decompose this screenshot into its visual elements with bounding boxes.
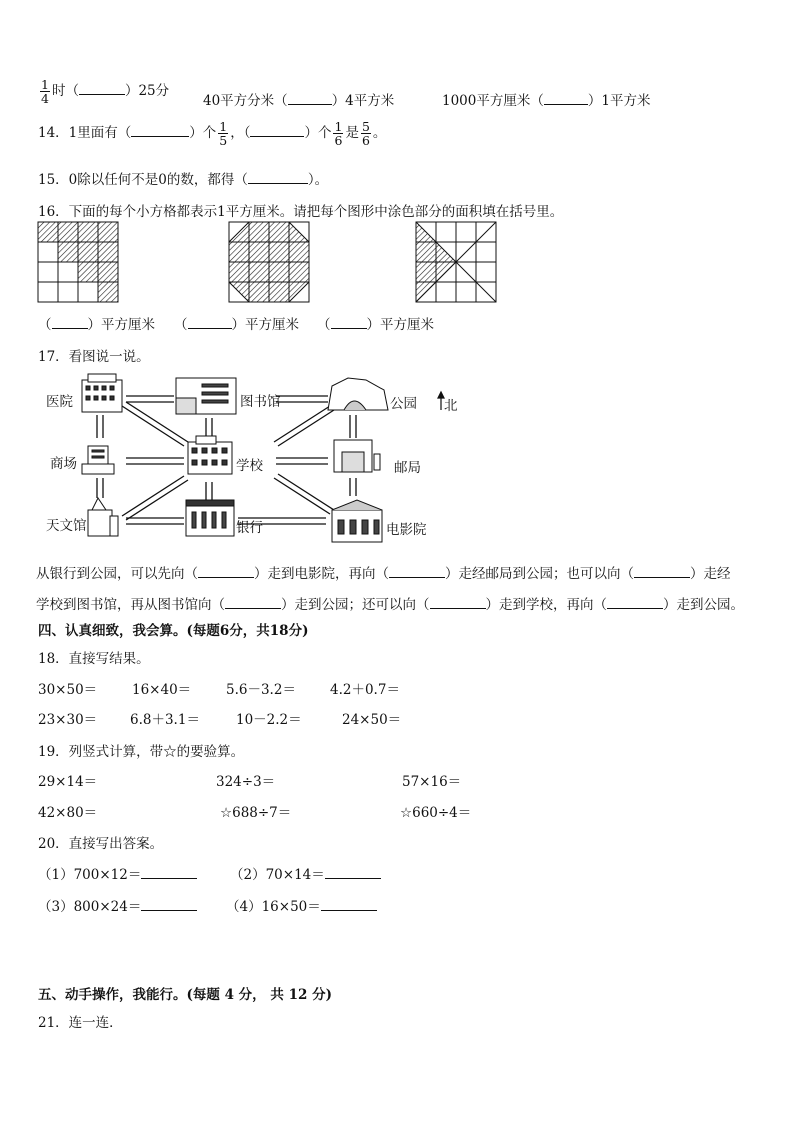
label-observatory: 天文馆 [46, 518, 87, 534]
q16-label-text: （ [174, 317, 188, 333]
q17-text: ）走到学校，再向（ [485, 597, 607, 613]
q13-fraction [40, 78, 50, 105]
q16-label-text: （ [38, 317, 52, 333]
bank-building-icon [186, 500, 234, 536]
frac-denominator: 6 [361, 133, 370, 148]
q16-title: 16．下面的每个小方格都表示1平方厘米。请把每个图形中涂色部分的面积填在括号里。 [38, 204, 564, 220]
q13-item1-text: 时（ [51, 83, 79, 99]
answer-blank[interactable] [52, 316, 88, 329]
figure-3 [416, 222, 496, 302]
answer-blank[interactable] [141, 898, 197, 911]
q17-text: 从银行到公园，可以先向（ [36, 566, 198, 582]
q20-item-text: （1）700×12＝ [38, 867, 142, 883]
label-post-office: 邮局 [394, 460, 421, 476]
q19-problem: ☆660÷4＝ [400, 805, 472, 821]
q20-item [38, 863, 197, 883]
q14-prefix: 14．1里面有（ [38, 125, 132, 141]
label-park: 公园 [390, 396, 417, 412]
q18-problem: 4.2＋0.7＝ [330, 682, 400, 698]
answer-blank[interactable] [131, 124, 189, 137]
frac-numerator: 5 [361, 119, 370, 134]
q13-item1-unit: ）25分 [124, 83, 170, 99]
q16-label-text: ）平方厘米 [366, 317, 434, 333]
q17-text: ）走经 [690, 566, 731, 582]
q18-problem: 24×50＝ [342, 712, 402, 728]
answer-blank[interactable] [544, 92, 588, 105]
q18-problem: 30×50＝ [38, 682, 98, 698]
label-hospital: 医院 [46, 394, 73, 410]
answer-blank[interactable] [188, 316, 232, 329]
answer-blank[interactable] [248, 171, 308, 184]
q17-text: ）走到电影院，再向（ [254, 566, 389, 582]
library-building-icon [176, 378, 236, 414]
q20-item-text: （4）16×50＝ [226, 899, 321, 915]
q20-item [38, 895, 197, 915]
frac-denominator: 6 [334, 133, 343, 148]
frac-numerator: 1 [41, 77, 49, 92]
answer-blank[interactable] [225, 596, 281, 609]
answer-blank[interactable] [79, 82, 125, 95]
figure-2 [229, 222, 309, 302]
q16-figures [36, 220, 506, 304]
q13-item2-unit: ）4平方米 [331, 93, 395, 109]
q20-item [226, 895, 377, 915]
answer-blank[interactable] [250, 124, 304, 137]
q17-title: 17．看图说一说。 [38, 349, 150, 365]
q13-line [38, 78, 169, 112]
mall-building-icon [82, 446, 114, 474]
q18-problem: 5.6－3.2＝ [226, 682, 296, 698]
q18-problem: 23×30＝ [38, 712, 98, 728]
q13-item2-text: 40平方分米（ [203, 93, 288, 109]
q15-line [38, 168, 328, 188]
q17-paragraph-2 [36, 593, 744, 613]
figure-1 [38, 222, 118, 302]
q14-text: ，（ [230, 125, 251, 141]
q17-text: ）走经邮局到公园；也可以向（ [445, 566, 634, 582]
q20-item-text: （3）800×24＝ [38, 899, 142, 915]
q14-line [38, 120, 386, 147]
answer-blank[interactable] [198, 565, 254, 578]
park-gate-icon [328, 378, 388, 410]
q16-label-1 [38, 313, 155, 333]
q14-fraction-3 [361, 120, 371, 147]
label-school: 学校 [236, 458, 263, 474]
answer-blank[interactable] [331, 316, 367, 329]
q18-problem: 6.8＋3.1＝ [130, 712, 200, 728]
q20-item [230, 863, 381, 883]
q13-item2 [203, 89, 394, 109]
q17-text: ）走到公园。 [663, 597, 744, 613]
section-5-heading: 五、动手操作，我能行。(每题 4 分， 共 12 分) [38, 987, 332, 1003]
q19-problem: ☆688÷7＝ [220, 805, 292, 821]
q16-label-text: ）平方厘米 [231, 317, 299, 333]
answer-blank[interactable] [634, 565, 690, 578]
answer-blank[interactable] [430, 596, 486, 609]
q19-title: 19．列竖式计算，带☆的要验算。 [38, 744, 245, 760]
observatory-icon [88, 498, 118, 536]
q19-problem: 324÷3＝ [216, 774, 276, 790]
q19-problem: 57×16＝ [402, 774, 462, 790]
q13-item3 [442, 89, 650, 109]
q14-text: ）个 [304, 125, 332, 141]
q17-text: 学校到图书馆，再从图书馆向（ [36, 597, 225, 613]
answer-blank[interactable] [389, 565, 445, 578]
answer-blank[interactable] [288, 92, 332, 105]
answer-blank[interactable] [141, 866, 197, 879]
q18-problem: 10－2.2＝ [236, 712, 302, 728]
q14-text: ）个 [189, 125, 217, 141]
q19-problem: 42×80＝ [38, 805, 98, 821]
q20-title: 20．直接写出答案。 [38, 836, 164, 852]
q14-text: 是 [345, 125, 359, 141]
section-4-heading: 四、认真细致，我会算。(每题6分，共18分) [38, 623, 309, 639]
q18-problem: 16×40＝ [132, 682, 192, 698]
q14-fraction-2 [333, 120, 343, 147]
q21-title: 21．连一连． [38, 1015, 123, 1031]
q16-label-3 [317, 313, 434, 333]
post-office-icon [334, 440, 380, 472]
q17-text: ）走到公园；还可以向（ [281, 597, 430, 613]
q20-item-text: （2）70×14＝ [230, 867, 325, 883]
q16-label-2 [174, 313, 299, 333]
label-mall: 商场 [50, 456, 77, 472]
q14-text: 。 [372, 125, 387, 141]
label-north: 北 [444, 398, 458, 414]
q13-item3-unit: ）1平方米 [587, 93, 651, 109]
q18-title: 18．直接写结果。 [38, 651, 150, 667]
q19-problem: 29×14＝ [38, 774, 98, 790]
q16-label-text: ）平方厘米 [87, 317, 155, 333]
school-building-icon [188, 436, 232, 474]
label-bank: 银行 [236, 520, 263, 536]
q15-text: ）。 [307, 172, 329, 188]
frac-denominator: 4 [41, 91, 49, 106]
answer-blank[interactable] [325, 866, 381, 879]
frac-denominator: 5 [219, 133, 228, 148]
label-cinema: 电影院 [386, 522, 427, 538]
frac-numerator: 1 [334, 119, 343, 134]
q14-fraction-1 [218, 120, 228, 147]
q13-item3-text: 1000平方厘米（ [442, 93, 544, 109]
q17-paragraph-1 [36, 562, 731, 582]
cinema-building-icon [332, 500, 382, 542]
answer-blank[interactable] [607, 596, 663, 609]
q16-label-text: （ [317, 317, 331, 333]
hospital-building-icon [82, 374, 122, 412]
label-library: 图书馆 [240, 394, 281, 410]
q15-text: 15．0除以任何不是0的数，都得（ [38, 172, 248, 188]
answer-blank[interactable] [321, 898, 377, 911]
frac-numerator: 1 [219, 119, 228, 134]
